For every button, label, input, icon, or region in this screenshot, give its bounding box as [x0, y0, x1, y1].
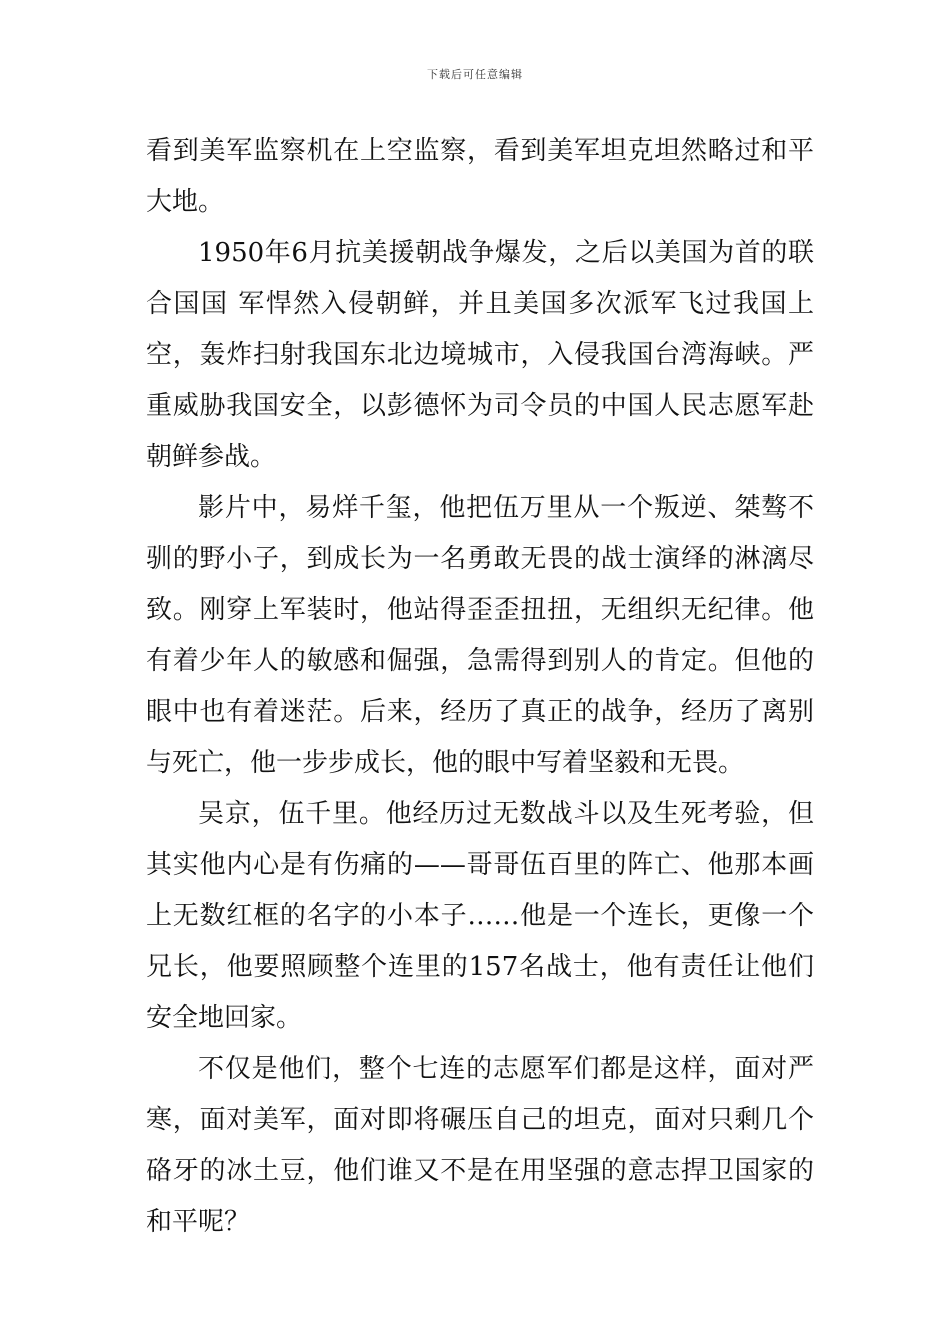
- document-body: [146, 126, 814, 1248]
- page-header: 下载后可任意编辑: [427, 68, 523, 81]
- paragraph-2: 1950年6月抗美援朝战争爆发，之后以美国为首的联合国国 军悍然入侵朝鲜，并且美国多次派军飞过我国上空，轰炸扫射我国东北边境城市，入侵我国台湾海峡。严重威胁我国安全，以彭德怀为司令员的中国人民志愿军赴朝鲜参战。: [146, 238, 814, 472]
- paragraph-3: 影片中，易烊千玺，他把伍万里从一个叛逆、桀骜不驯的野小子，到成长为一名勇敢无畏的战士演绎的淋漓尽致。刚穿上军装时，他站得歪歪扭扭，无组织无纪律。他有着少年人的敏感和倔强，急需得到别人的肯定。但他的眼中也有着迷茫。后来，经历了真正的战争，经历了离别与死亡，他一步步成长，他的眼中写着坚毅和无畏。: [146, 493, 814, 778]
- paragraph-4: 吴京，伍千里。他经历过无数战斗以及生死考验，但其实他内心是有伤痛的——哥哥伍百里的阵亡、他那本画上无数红框的名字的小本子……他是一个连长，更像一个兄长，他要照顾整个连里的157名战士，他有责任让他们安全地回家。: [146, 799, 814, 1033]
- paragraph-1: 看到美军监察机在上空监察，看到美军坦克坦然略过和平大地。: [146, 136, 814, 217]
- paragraph-5: 不仅是他们，整个七连的志愿军们都是这样，面对严寒，面对美军，面对即将碾压自己的坦克，面对只剩几个硌牙的冰土豆，他们谁又不是在用坚强的意志捍卫国家的和平呢？: [146, 1054, 814, 1237]
